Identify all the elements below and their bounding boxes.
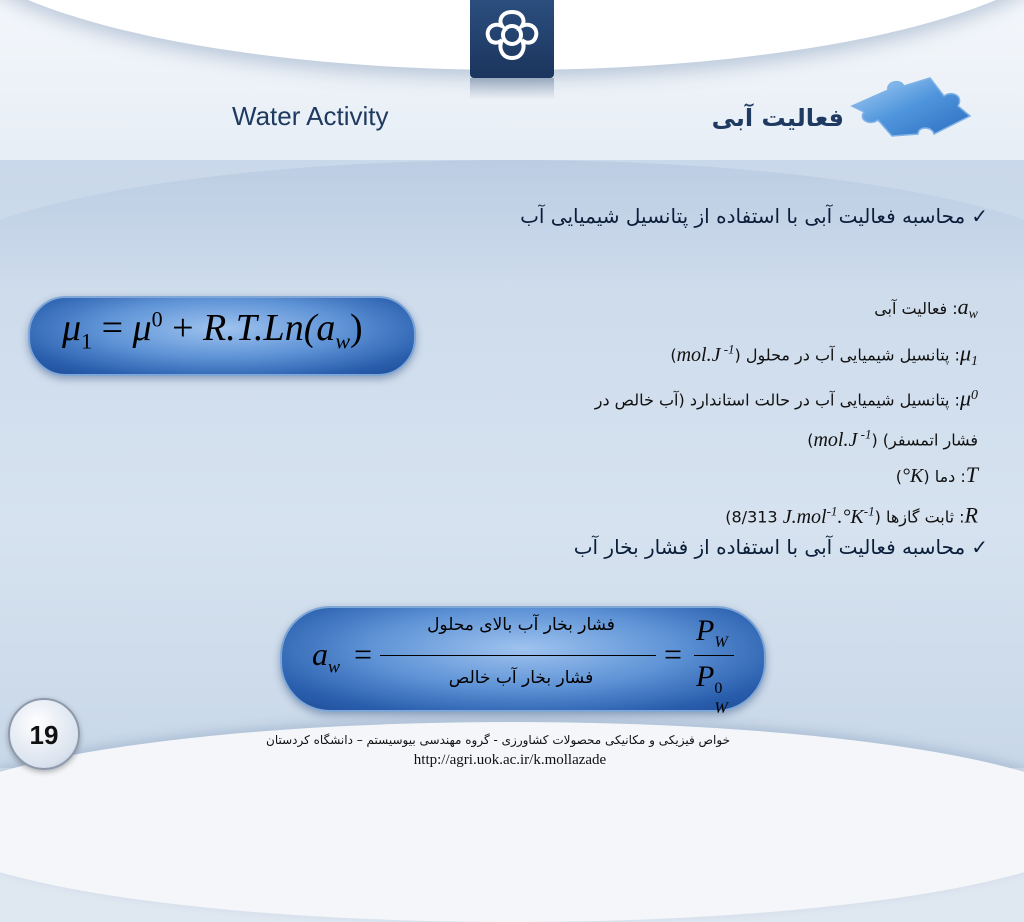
def-text: : پتانسیل شیمیایی آب در محلول ( [734, 345, 960, 365]
page-number-badge [8, 698, 80, 770]
eq2-numerator-pressure [696, 614, 728, 652]
def-unit-exponent: -1 [863, 503, 875, 519]
eq-rt-term: R.T.Ln(a [203, 307, 336, 349]
def-paren: ) [807, 431, 814, 451]
definition-mu0 [458, 379, 978, 417]
def-symbol: T [965, 462, 978, 488]
def-text: فشار اتمسفر) ( [871, 431, 978, 451]
symbol-definitions [458, 290, 978, 535]
def-unit-base: mol.J [813, 429, 858, 452]
eq2-fraction-bar-right [694, 655, 734, 656]
bullet-text: محاسبه فعالیت آبی با استفاده از فشار بخار آب [573, 535, 966, 559]
eq2-superscript: 0 [714, 680, 723, 697]
def-value: 8/313 [731, 507, 778, 527]
university-logo-icon [470, 0, 554, 78]
def-subscript: 1 [971, 354, 978, 370]
def-paren: ) [670, 345, 677, 365]
definition-T [458, 458, 978, 494]
eq2-symbol: a [312, 636, 328, 672]
slide-title-persian: فعالیت آبی [711, 104, 844, 132]
def-unit [782, 503, 875, 528]
eq2-equals: = [354, 636, 373, 672]
def-unit-exponent: -1 [826, 503, 838, 519]
def-superscript: 0 [971, 388, 978, 404]
def-unit-base: mol.J [676, 343, 721, 366]
eq2-subscript: W [714, 634, 728, 651]
definition-mu1 [458, 332, 978, 379]
puzzle-piece-icon [848, 76, 974, 138]
bullet-item [574, 535, 988, 559]
logo-reflection [470, 78, 554, 100]
eq2-subscript: w [328, 656, 341, 677]
eq2-denominator-pressure [696, 660, 732, 717]
eq2-symbol: P [696, 614, 715, 647]
def-unit-base: .°K [837, 505, 864, 528]
def-unit: °K [902, 465, 924, 488]
bullet-item [520, 204, 988, 228]
slide-title-english: Water Activity [232, 101, 389, 131]
def-text: : دما ( [923, 467, 966, 487]
def-paren: ) [895, 467, 903, 487]
bullet-text: محاسبه فعالیت آبی با استفاده از پتانسیل شیمیایی آب [520, 204, 966, 228]
definition-aw [458, 290, 978, 332]
def-unit [676, 341, 735, 366]
def-symbol: μ [959, 340, 971, 366]
footer-url[interactable]: http://agri.uok.ac.ir/k.mollazade [413, 752, 607, 768]
def-subscript: w [968, 307, 978, 323]
eq2-equals-second: = [664, 636, 683, 672]
def-unit [813, 426, 872, 452]
def-paren: ) [725, 507, 732, 527]
eq2-fraction-bar [380, 655, 656, 656]
checkmark-icon: ✓ [971, 535, 988, 559]
eq-symbol: μ [62, 307, 82, 349]
footer-text: خواص فیزیکی و مکانیکی محصولات کشاورزی - گروه مهندسی بیوسیستم – دانشگاه کردستان [266, 733, 730, 747]
chemical-potential-equation [62, 306, 363, 355]
eq-subscript: 1 [81, 328, 93, 354]
def-text: : پتانسیل شیمیایی آب در حالت استاندارد (آب خالص در [594, 390, 960, 410]
eq-paren: ) [350, 307, 363, 349]
def-text: : فعالیت آبی [874, 299, 958, 318]
eq-symbol: μ [132, 307, 152, 349]
def-symbol: R [964, 502, 978, 528]
eq2-lhs [312, 636, 372, 677]
eq2-numerator: فشار بخار آب بالای محلول [427, 615, 615, 635]
def-unit-base: J.mol [782, 505, 827, 528]
definition-mu0-continued [458, 417, 978, 458]
eq-plus: + [172, 307, 194, 349]
checkmark-icon: ✓ [971, 204, 988, 228]
def-symbol: a [957, 294, 969, 319]
definition-R [458, 494, 978, 535]
eq-subscript: w [335, 328, 351, 354]
eq2-symbol: P [696, 660, 715, 693]
def-unit-exponent: -1 [857, 426, 872, 442]
eq-equals: = [101, 307, 124, 349]
eq2-denominator: فشار بخار آب خالص [448, 668, 594, 688]
page-number: 19 [29, 720, 59, 750]
def-text: : ثابت گازها ( [874, 507, 965, 527]
def-unit-exponent: -1 [720, 341, 735, 357]
eq2-subscript: W [714, 700, 728, 717]
eq-superscript: 0 [151, 306, 163, 332]
def-symbol: μ [959, 385, 971, 411]
